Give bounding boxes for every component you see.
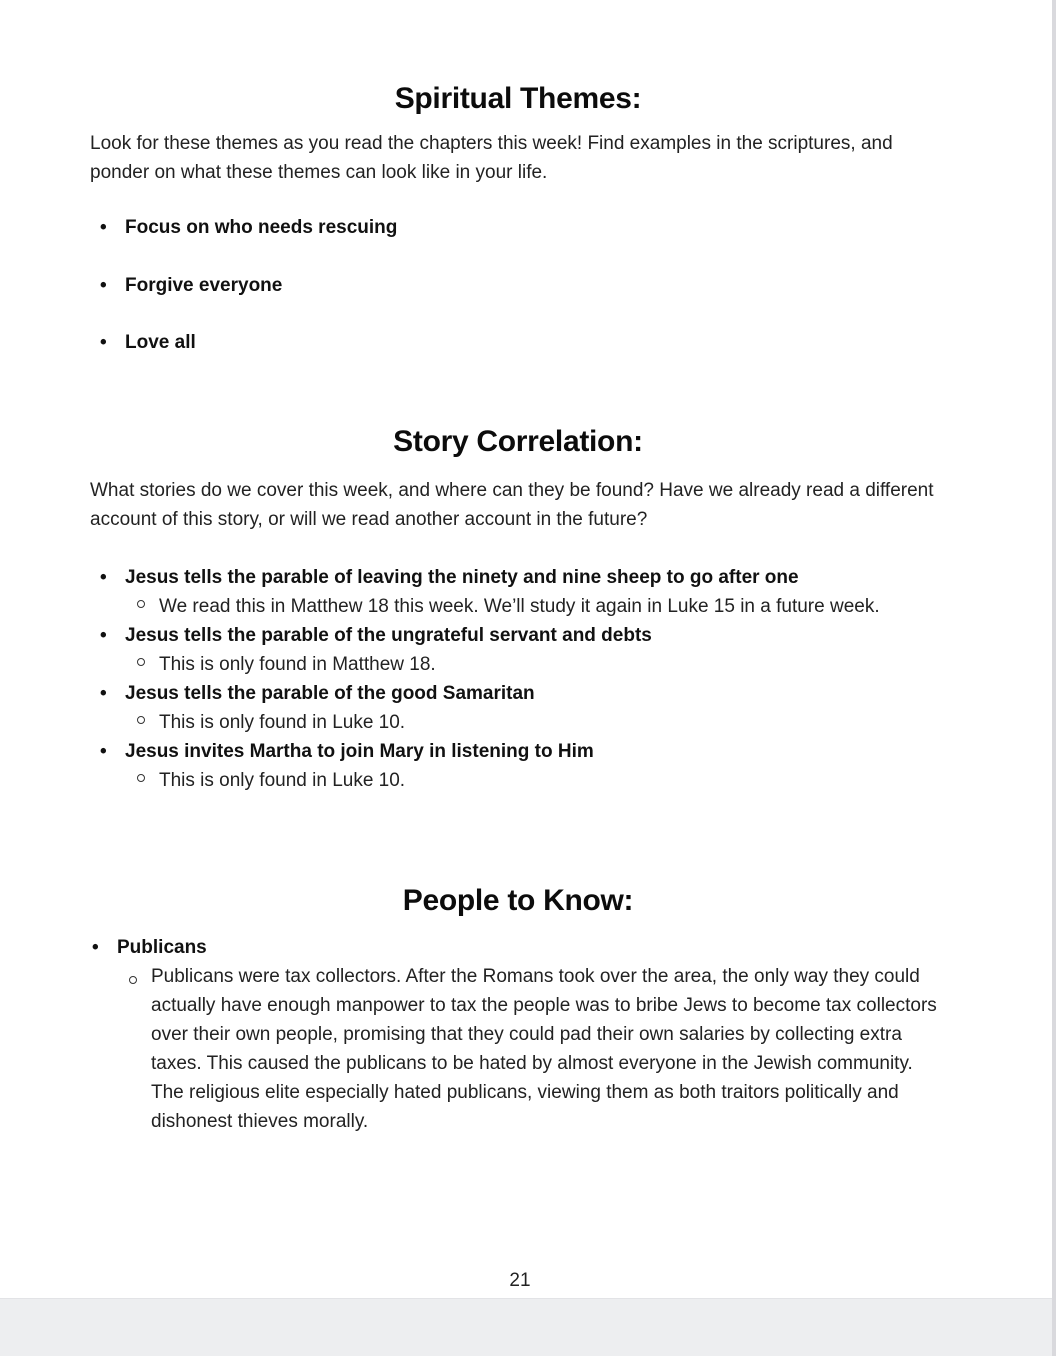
people-to-know-list: [92, 933, 972, 1136]
people-to-know-heading: People to Know:: [402, 884, 634, 917]
circle-bullet-icon: [137, 774, 145, 782]
circle-bullet-icon: [129, 976, 137, 984]
person-description: Publicans were tax collectors. After the Romans took over the area, the only way they could actually have enough manpower to tax the people was to bribe Jews to become tax collectors over their own people, promising that they could pad their own salaries by collecting extra taxes. This caused the publicans to be hated by almost everyone in the Jewish community. The religious elite especially hated publicans, viewing them as both traitors politically and dishonest thieves morally.: [92, 962, 972, 1136]
story-title: • Jesus invites Martha to join Mary in listening to Him: [100, 737, 980, 766]
theme-label: Forgive everyone: [125, 275, 283, 296]
theme-label: Love all: [125, 332, 196, 353]
story-note: This is only found in Luke 10.: [100, 766, 980, 795]
story-correlation-heading: Story Correlation:: [393, 425, 643, 458]
story-note: We read this in Matthew 18 this week. We’ll study it again in Luke 15 in a future week.: [100, 592, 980, 621]
circle-bullet-icon: [137, 716, 145, 724]
spiritual-themes-heading: Spiritual Themes:: [394, 82, 642, 115]
story-note: This is only found in Matthew 18.: [100, 650, 980, 679]
story-correlation-list: [100, 563, 980, 795]
theme-item: [100, 275, 282, 297]
bullet-icon: •: [92, 937, 99, 958]
bullet-icon: •: [100, 625, 107, 646]
story-note: This is only found in Luke 10.: [100, 708, 980, 737]
story-item: [100, 621, 980, 679]
story-correlation-intro: What stories do we cover this week, and where can they be found? Have we already read a different account of this story, or will we read another account in the future?: [90, 480, 934, 530]
bullet-icon: •: [100, 683, 107, 704]
page-edge-scrollbar: [1052, 0, 1056, 1356]
spiritual-themes-intro: Look for these themes as you read the chapters this week! Find examples in the scriptures, and ponder on what these themes can look like in your life.: [90, 133, 893, 183]
theme-item: [100, 217, 397, 239]
circle-bullet-icon: [137, 658, 145, 666]
circle-bullet-icon: [137, 600, 145, 608]
bullet-icon: •: [100, 741, 107, 762]
theme-label: Focus on who needs rescuing: [125, 217, 398, 238]
story-title: • Jesus tells the parable of the ungrateful servant and debts: [100, 621, 980, 650]
person-item: [92, 933, 972, 1136]
story-item: [100, 563, 980, 621]
theme-item: [100, 332, 196, 354]
bullet-icon: •: [100, 217, 107, 238]
person-name: • Publicans: [92, 933, 972, 962]
story-title: • Jesus tells the parable of the good Samaritan: [100, 679, 980, 708]
story-title: • Jesus tells the parable of leaving the ninety and nine sheep to go after one: [100, 563, 980, 592]
story-item: [100, 679, 980, 737]
page-number: 21: [509, 1270, 531, 1291]
bullet-icon: •: [100, 275, 107, 296]
bullet-icon: •: [100, 567, 107, 588]
story-item: [100, 737, 980, 795]
bullet-icon: •: [100, 332, 107, 353]
